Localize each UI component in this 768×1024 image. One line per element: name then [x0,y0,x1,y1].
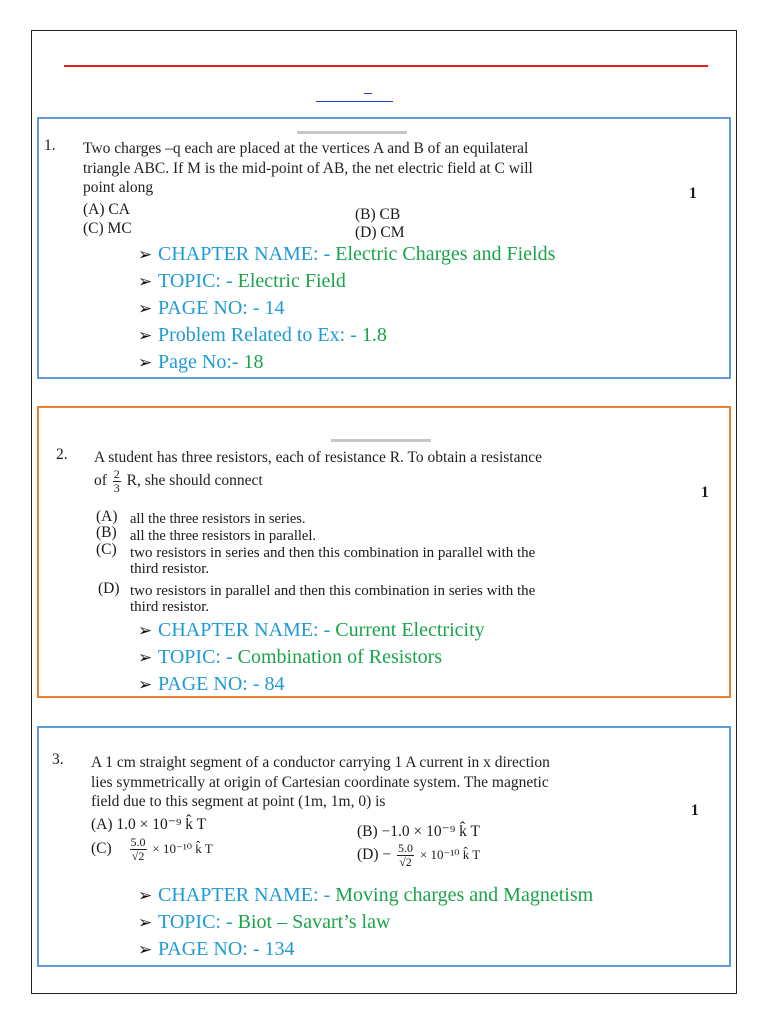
fraction [130,836,147,863]
option-a: (A) CA [83,201,130,218]
marks: 1 [689,185,697,202]
arrow-bullet-icon: ➢ [138,648,153,667]
question-number: 3. [52,751,64,768]
scan-artifact [297,131,407,134]
item-label: TOPIC: - [158,911,238,933]
list-item [138,936,593,963]
option-c-rest: × 10⁻¹⁰ k̂ T [152,841,213,857]
arrow-bullet-icon: ➢ [138,299,153,318]
question-1-box [37,117,731,379]
fraction [397,842,414,869]
item-label: PAGE NO: - 84 [158,673,285,695]
item-label: Page No:- [158,351,244,373]
question-stem-line: point along [83,179,154,196]
option-c-tag: (C) [96,541,117,558]
list-item [138,241,555,268]
arrow-bullet-icon: ➢ [138,913,153,932]
reference-list [138,882,593,963]
item-label: CHAPTER NAME: - [158,243,336,265]
fraction-denominator: 3 [113,481,120,495]
fraction-denominator: √2 [131,849,145,863]
option-d-text: third resistor. [130,599,210,615]
marks: 1 [691,802,699,819]
item-value: Moving charges and Magnetism [335,884,594,906]
question-stem-line: A student has three resistors, each of resistance R. To obtain a resistance [94,449,542,466]
arrow-bullet-icon: ➢ [138,886,153,905]
fraction-numerator: 5.0 [398,841,414,855]
option-a: (A) 1.0 × 10⁻⁹ k̂ T [91,816,207,833]
fraction-denominator: √2 [399,855,412,869]
item-label: TOPIC: - [158,270,238,292]
question-stem-line: triangle ABC. If M is the mid-point of AB, the net electric field at C will [83,160,533,177]
option-c-text: two resistors in series and then this combination in parallel with the [130,545,536,561]
question-stem-line [94,468,263,495]
item-value: Current Electricity [335,619,485,641]
option-c-tag: (C) [91,840,112,858]
option-c [91,836,213,863]
stem-of: of [94,472,107,490]
arrow-bullet-icon: ➢ [138,245,153,264]
arrow-bullet-icon: ➢ [138,326,153,345]
item-value: Electric Field [237,270,346,292]
header-link-underline [316,101,393,102]
header-link[interactable] [316,93,393,102]
item-value: 18 [243,351,264,373]
option-b: (B) CB [355,206,401,223]
question-number: 2. [56,446,68,463]
arrow-bullet-icon: ➢ [138,940,153,959]
list-item [138,882,593,909]
arrow-bullet-icon: ➢ [138,675,153,694]
option-c: (C) MC [83,220,132,237]
fraction-numerator: 2 [113,467,120,481]
option-d-tag: (D) [98,580,120,597]
header-link-dash [364,93,372,94]
option-b-tag: (B) [96,524,117,541]
reference-list [138,241,555,376]
option-b-text: all the three resistors in parallel. [130,528,317,544]
option-c-text: third resistor. [130,561,210,577]
item-label: PAGE NO: - 14 [158,297,285,319]
arrow-bullet-icon: ➢ [138,272,153,291]
question-stem-line: A 1 cm straight segment of a conductor carrying 1 A current in x direction [91,754,550,771]
scan-artifact [331,439,431,442]
item-label: PAGE NO: - 134 [158,938,295,960]
item-label: CHAPTER NAME: - [158,619,336,641]
item-label: TOPIC: - [158,646,238,668]
stem-rest: R, she should connect [126,472,263,490]
arrow-bullet-icon: ➢ [138,353,153,372]
option-d-text: two resistors in parallel and then this combination in series with the [130,583,536,599]
list-item [138,671,485,698]
question-stem-line: Two charges –q each are placed at the vertices A and B of an equilateral [83,140,529,157]
item-label: CHAPTER NAME: - [158,884,336,906]
question-stem-line: field due to this segment at point (1m, 1m, 0) is [91,793,386,810]
item-label: Problem Related to Ex: - [158,324,362,346]
option-d-tag: (D) − [357,846,392,864]
reference-list [138,617,485,698]
item-value: 1.8 [361,324,387,346]
option-a-text: all the three resistors in series. [130,511,306,527]
list-item [138,295,555,322]
item-value: Electric Charges and Fields [335,243,556,265]
question-stem-line: lies symmetrically at origin of Cartesian coordinate system. The magnetic [91,774,549,791]
question-number: 1. [44,137,56,154]
list-item [138,349,555,376]
marks: 1 [701,484,709,501]
item-value: Combination of Resistors [237,646,443,668]
list-item [138,322,555,349]
fraction [113,468,121,495]
item-value: Biot – Savart’s law [237,911,391,933]
question-3-box [37,726,731,967]
list-item [138,617,485,644]
arrow-bullet-icon: ➢ [138,621,153,640]
question-2-box [37,406,731,698]
list-item [138,644,485,671]
header-red-rule [64,65,708,67]
option-a-tag: (A) [96,508,118,525]
list-item [138,909,593,936]
list-item [138,268,555,295]
option-d-rest: × 10⁻¹⁰ k̂ T [419,847,481,863]
fraction-numerator: 5.0 [130,835,146,849]
option-d: (D) CM [355,224,405,241]
option-b: (B) −1.0 × 10⁻⁹ k̂ T [357,823,480,840]
option-d [357,842,480,869]
